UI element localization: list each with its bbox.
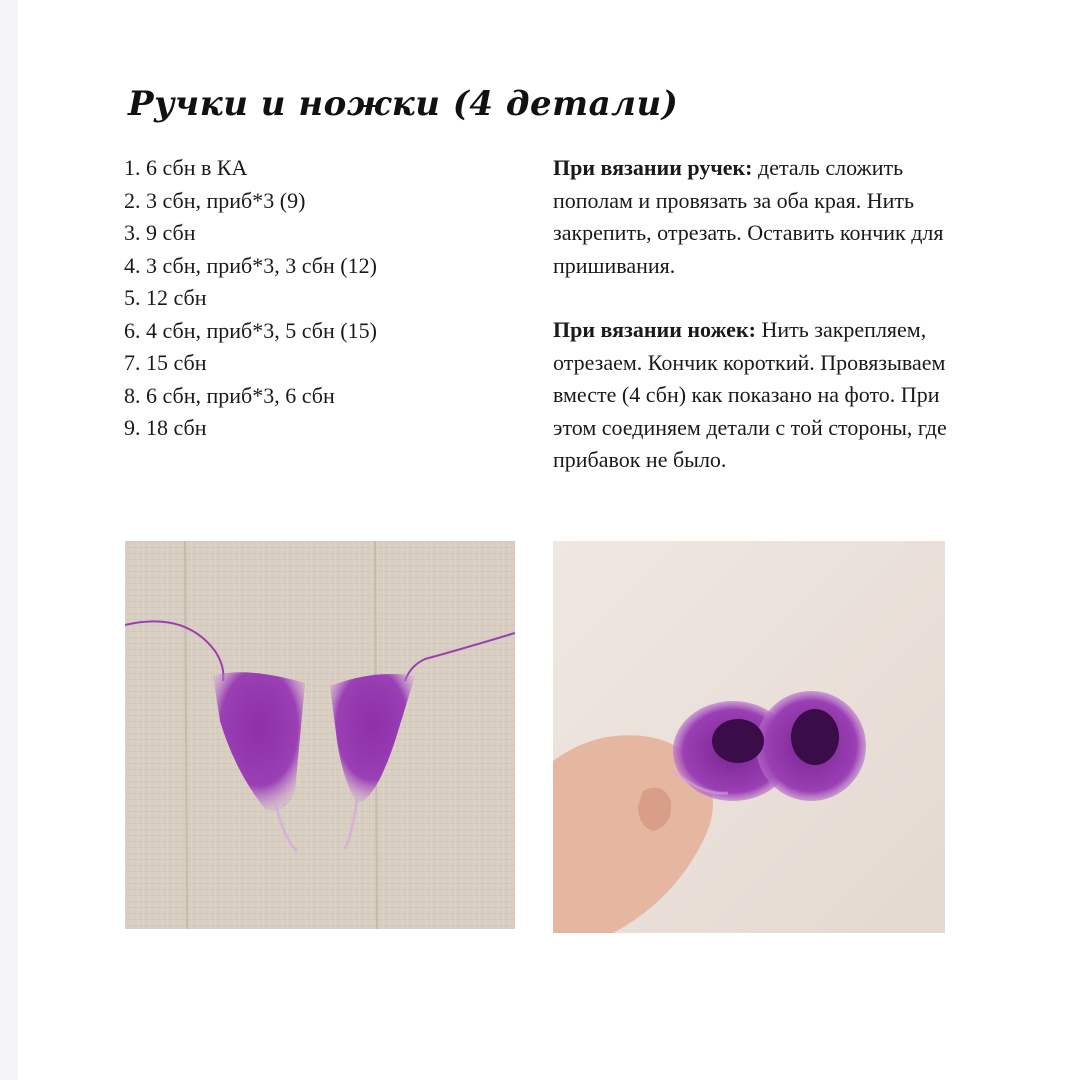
pattern-step: 3. 9 сбн: [124, 220, 196, 245]
note-hands-label: При вязании ручек:: [553, 155, 753, 180]
legs-photo: [553, 541, 945, 933]
page-title: Ручки и ножки (4 детали): [128, 84, 679, 124]
page: [18, 0, 1080, 1080]
note-hands-text: деталь сложить пополам и провязать за оба края. Нить закрепить, отрезать. Оставить кончик для пришивания.: [553, 155, 944, 278]
pattern-steps-list: [124, 152, 377, 445]
pattern-step: 5. 12 сбн: [124, 285, 207, 310]
pattern-step: 2. 3 сбн, приб*3 (9): [124, 187, 306, 213]
note-legs-text: Нить закрепляем, отрезаем. Кончик короткий. Провязываем вместе (4 сбн) как показано на фото. При этом соединяем детали с той стороны, где прибавок не было.: [553, 317, 947, 472]
note-hands: [553, 152, 953, 282]
hands-photo: [125, 541, 515, 929]
note-legs: [553, 314, 953, 477]
pattern-step: 8. 6 сбн, приб*3, 6 сбн: [124, 382, 335, 408]
pattern-step: 1. 6 сбн в КА: [124, 155, 248, 180]
pattern-step: 6. 4 сбн, приб*3, 5 сбн (15): [124, 317, 377, 343]
pattern-step: 4. 3 сбн, приб*3, 3 сбн (12): [124, 252, 377, 278]
pattern-step: 7. 15 сбн: [124, 350, 207, 375]
note-legs-label: При вязании ножек:: [553, 317, 756, 342]
pattern-step: 9. 18 сбн: [124, 415, 207, 440]
